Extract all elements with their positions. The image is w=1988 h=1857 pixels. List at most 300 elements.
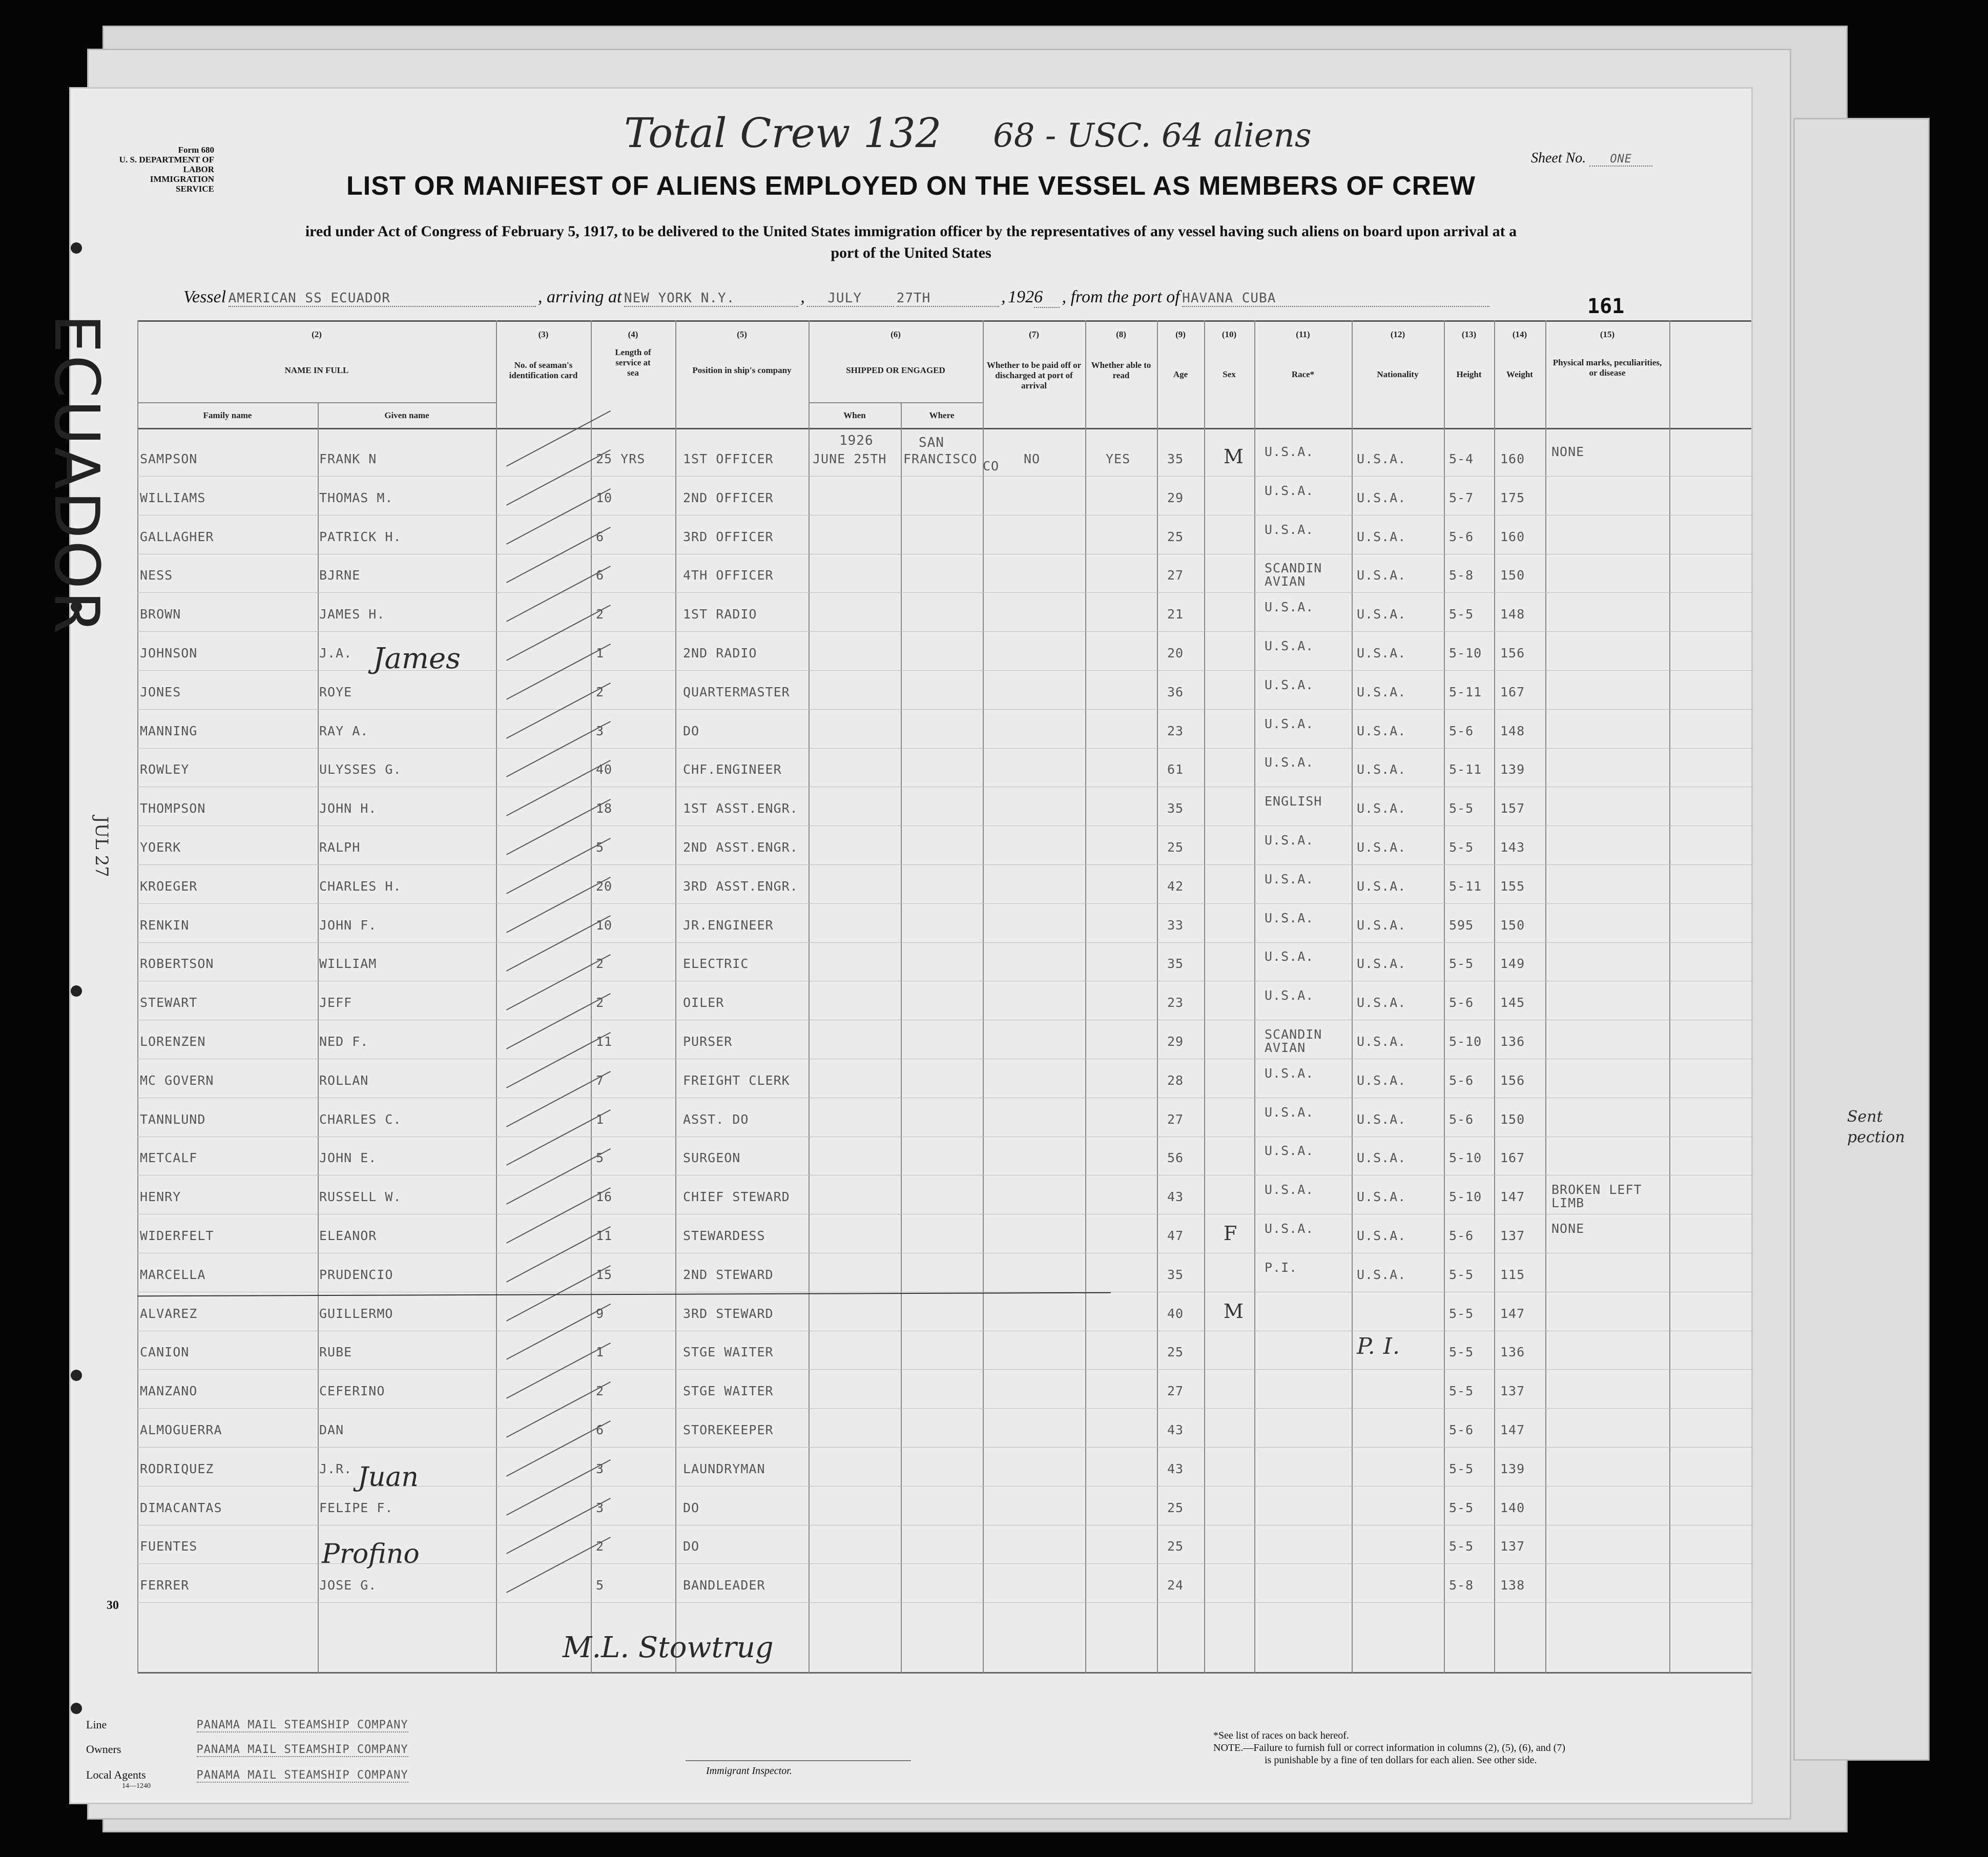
- cell-position: 1ST ASST.ENGR.: [683, 801, 798, 816]
- cell-nationality: U.S.A.: [1357, 607, 1406, 622]
- row-rule: [137, 476, 1751, 477]
- cell-family: LORENZEN: [140, 1034, 206, 1049]
- cell-age: 29: [1167, 490, 1184, 505]
- cell-nationality: U.S.A.: [1357, 956, 1406, 972]
- cell-family: JONES: [140, 684, 181, 699]
- cell-given: JOSE G.: [319, 1578, 377, 1593]
- cell-family: RODRIQUEZ: [140, 1461, 214, 1476]
- cell-weight: 148: [1500, 607, 1525, 622]
- cell-age: 25: [1167, 529, 1184, 544]
- cell-family: FERRER: [140, 1578, 190, 1593]
- stamp-date: JUL 27: [91, 816, 112, 877]
- background-page-3: [1793, 118, 1930, 1761]
- cell-age: 43: [1167, 1189, 1184, 1205]
- cell-position: 2ND STEWARD: [683, 1267, 774, 1282]
- cell-marks: NONE: [1551, 1221, 1585, 1236]
- cell-family: HENRY: [140, 1189, 181, 1205]
- shipped-where-top: SAN: [919, 435, 944, 450]
- cell-nationality: U.S.A.: [1357, 451, 1406, 466]
- cell-height: 5-5: [1449, 801, 1474, 816]
- header-col15-num: (15): [1600, 329, 1615, 339]
- cell-where: FRANCISCO: [903, 451, 978, 466]
- cell-family: BROWN: [140, 607, 181, 622]
- side-note: Sent pection: [1847, 1108, 1905, 1146]
- cell-age: 33: [1167, 917, 1184, 933]
- cell-height: 5-5: [1449, 1461, 1474, 1476]
- cell-race: U.S.A.: [1265, 638, 1314, 653]
- cell-given: BJRNE: [319, 568, 361, 583]
- header-shipped: SHIPPED OR ENGAGED: [846, 365, 945, 375]
- cell-position: JR.ENGINEER: [683, 917, 774, 933]
- cell-age: 28: [1167, 1072, 1184, 1088]
- cell-height: 5-6: [1449, 1072, 1474, 1088]
- cell-given: DAN: [319, 1422, 344, 1437]
- cell-nationality: U.S.A.: [1357, 995, 1406, 1010]
- header-col2-num: (2): [312, 329, 322, 339]
- cell-given: JOHN E.: [319, 1150, 377, 1166]
- cell-marks: NONE: [1551, 444, 1585, 459]
- header-nationality: Nationality: [1377, 369, 1419, 379]
- header-col8-num: (8): [1116, 329, 1126, 339]
- arrival-day: 27TH: [897, 291, 999, 307]
- cell-given: ELEANOR: [319, 1228, 377, 1243]
- cell-position: STEWARDESS: [683, 1228, 765, 1243]
- table-row: [71, 1295, 1751, 1334]
- cell-height: 5-6: [1449, 1422, 1474, 1437]
- cell-height: 5-6: [1449, 995, 1474, 1010]
- cell-length: 18: [596, 801, 613, 816]
- cell-family: ALMOGUERRA: [140, 1422, 222, 1437]
- cell-length: 16: [596, 1189, 613, 1205]
- table-row: [71, 518, 1751, 557]
- footer-owners: Owners PANAMA MAIL STEAMSHIP COMPANY: [86, 1743, 408, 1756]
- cell-age: 61: [1167, 762, 1184, 777]
- cell-given: RUSSELL W.: [319, 1189, 402, 1205]
- cell-family: DIMACANTAS: [140, 1500, 222, 1515]
- cell-height: 5-10: [1449, 646, 1482, 661]
- cell-position: CHIEF STEWARD: [683, 1189, 790, 1205]
- cell-height: 5-5: [1449, 840, 1474, 855]
- cell-age: 40: [1167, 1306, 1184, 1321]
- paid-co-fragment: CO: [983, 459, 1000, 473]
- cell-age: 24: [1167, 1578, 1184, 1593]
- cell-family: METCALF: [140, 1150, 198, 1166]
- cell-given: ULYSSES G.: [319, 762, 402, 777]
- cell-family: FUENTES: [140, 1539, 198, 1554]
- cell-position: CHF.ENGINEER: [683, 762, 782, 777]
- table-row: [71, 1023, 1751, 1062]
- cell-height: 5-6: [1449, 529, 1474, 544]
- cell-age: 47: [1167, 1228, 1184, 1243]
- cell-family: MC GOVERN: [140, 1072, 214, 1088]
- cell-given: CHARLES C.: [319, 1111, 402, 1127]
- row-rule: [137, 709, 1751, 710]
- handwritten-juan: Juan: [358, 1462, 419, 1493]
- cell-sex: F: [1224, 1222, 1238, 1245]
- row-rule: [137, 631, 1751, 632]
- cell-position: 1ST OFFICER: [683, 451, 774, 466]
- cell-weight: 147: [1500, 1189, 1525, 1205]
- cell-position: FREIGHT CLERK: [683, 1072, 790, 1088]
- cell-weight: 147: [1500, 1306, 1525, 1321]
- manifest-sheet: [40, 87, 1753, 1804]
- cell-given: FRANK N: [319, 451, 377, 466]
- cell-family: THOMPSON: [140, 801, 206, 816]
- header-length-service: Length of service at sea: [615, 347, 651, 378]
- cell-position: 2ND ASST.ENGR.: [683, 840, 798, 855]
- cell-height: 5-10: [1449, 1034, 1482, 1049]
- cell-age: 35: [1167, 801, 1184, 816]
- cell-age: 25: [1167, 840, 1184, 855]
- cell-length: 2: [596, 607, 605, 622]
- cell-weight: 155: [1500, 878, 1525, 894]
- cell-given: RAY A.: [319, 723, 369, 738]
- cell-position: ELECTRIC: [683, 956, 749, 972]
- cell-family: ALVAREZ: [140, 1306, 198, 1321]
- cell-weight: 136: [1500, 1034, 1525, 1049]
- cell-weight: 175: [1500, 490, 1525, 505]
- table-row: [71, 479, 1751, 518]
- table-row: [71, 868, 1751, 906]
- cell-weight: 136: [1500, 1345, 1525, 1360]
- cell-age: 25: [1167, 1539, 1184, 1554]
- cell-family: CANION: [140, 1345, 190, 1360]
- cell-age: 29: [1167, 1034, 1184, 1049]
- cell-weight: 148: [1500, 723, 1525, 738]
- cell-age: 25: [1167, 1345, 1184, 1360]
- cell-weight: 139: [1500, 1461, 1525, 1476]
- cell-race: U.S.A.: [1265, 1182, 1314, 1198]
- form-id: Form 680 U. S. DEPARTMENT OF LABOR IMMIGRATION SERVICE: [119, 145, 214, 194]
- cell-weight: 137: [1500, 1384, 1525, 1399]
- row-rule: [137, 1369, 1751, 1370]
- cell-length: 2: [596, 1539, 605, 1554]
- cell-length: 40: [596, 762, 613, 777]
- header-col4-num: (4): [628, 329, 638, 339]
- row-rule: [137, 1408, 1751, 1409]
- cell-nationality: U.S.A.: [1357, 490, 1406, 505]
- row-rule: [137, 592, 1751, 593]
- cell-race: U.S.A.: [1265, 949, 1314, 964]
- cell-position: 2ND OFFICER: [683, 490, 774, 505]
- cell-height: 5-5: [1449, 1384, 1474, 1399]
- cell-position: BANDLEADER: [683, 1578, 765, 1593]
- table-row: [71, 945, 1751, 984]
- inspector-line: [686, 1760, 911, 1761]
- footer-line: Line PANAMA MAIL STEAMSHIP COMPANY: [86, 1718, 408, 1731]
- cell-position: 2ND RADIO: [683, 646, 757, 661]
- header-col7-num: (7): [1029, 329, 1039, 339]
- cell-race: U.S.A.: [1265, 910, 1314, 925]
- cell-given: RALPH: [319, 840, 361, 855]
- header-col12-num: (12): [1390, 329, 1405, 339]
- cell-age: 36: [1167, 684, 1184, 699]
- cell-nationality: U.S.A.: [1357, 1267, 1406, 1282]
- cell-family: ROBERTSON: [140, 956, 214, 972]
- cell-age: 35: [1167, 1267, 1184, 1282]
- header-col13-num: (13): [1461, 329, 1477, 339]
- cell-family: MANNING: [140, 723, 198, 738]
- cell-race: U.S.A.: [1265, 522, 1314, 537]
- cell-given: J.A.: [319, 646, 353, 661]
- cell-position: STGE WAITER: [683, 1345, 774, 1360]
- cell-nationality: U.S.A.: [1357, 917, 1406, 933]
- cell-position: 1ST RADIO: [683, 607, 757, 622]
- table-row: [71, 1333, 1751, 1372]
- header-col14-num: (14): [1512, 329, 1527, 339]
- cell-position: DO: [683, 723, 700, 738]
- cell-family: WIDERFELT: [140, 1228, 214, 1243]
- cell-position: STOREKEEPER: [683, 1422, 774, 1437]
- cell-given: WILLIAM: [319, 956, 377, 972]
- cell-position: DO: [683, 1539, 700, 1554]
- cell-height: 5-5: [1449, 1306, 1474, 1321]
- table-row: [71, 790, 1751, 829]
- cell-age: 25: [1167, 1500, 1184, 1515]
- cell-height: 5-11: [1449, 762, 1482, 777]
- manifest-number: 161: [1587, 295, 1625, 318]
- cell-given: ROLLAN: [319, 1072, 369, 1088]
- cell-given: CEFERINO: [319, 1384, 385, 1399]
- cell-family: MARCELLA: [140, 1267, 206, 1282]
- row-rule: [137, 903, 1751, 904]
- cell-age: 23: [1167, 995, 1184, 1010]
- cell-position: DO: [683, 1500, 700, 1515]
- header-when: When: [843, 410, 866, 420]
- row-rule: [137, 1447, 1751, 1448]
- table-row: [71, 1062, 1751, 1101]
- cell-height: 595: [1449, 917, 1474, 933]
- cell-age: 23: [1167, 723, 1184, 738]
- cell-nationality: U.S.A.: [1357, 1111, 1406, 1127]
- cell-position: SURGEON: [683, 1150, 741, 1166]
- table-row: [71, 673, 1751, 712]
- cell-nationality: U.S.A.: [1357, 801, 1406, 816]
- cell-length: 7: [596, 1072, 605, 1088]
- cell-position: 3RD OFFICER: [683, 529, 774, 544]
- cell-age: 21: [1167, 607, 1184, 622]
- cell-family: WILLIAMS: [140, 490, 206, 505]
- table-row: [71, 1411, 1751, 1450]
- header-race: Race*: [1291, 369, 1315, 379]
- cell-race: SCANDIN AVIAN: [1265, 561, 1322, 589]
- table-row: [71, 634, 1751, 673]
- row-rule: [137, 748, 1751, 749]
- table-row: [71, 1372, 1751, 1411]
- row-count: 30: [107, 1599, 119, 1612]
- cell-family: MANZANO: [140, 1384, 198, 1399]
- cell-height: 5-11: [1449, 878, 1482, 894]
- cell-nationality: U.S.A.: [1357, 1189, 1406, 1205]
- cell-age: 20: [1167, 646, 1184, 661]
- cell-given: J.R.: [319, 1461, 353, 1476]
- handwritten-james: James: [373, 642, 461, 675]
- cell-race: U.S.A.: [1265, 1143, 1314, 1159]
- cell-race: U.S.A.: [1265, 871, 1314, 886]
- table-row: [71, 751, 1751, 790]
- cell-weight: 149: [1500, 956, 1525, 972]
- header-sex: Sex: [1223, 369, 1236, 379]
- table-row: [71, 556, 1751, 595]
- cell-nationality: P. I.: [1357, 1333, 1401, 1360]
- cell-length: 1: [596, 646, 605, 661]
- cell-given: GUILLERMO: [319, 1306, 394, 1321]
- cell-given: PRUDENCIO: [319, 1267, 394, 1282]
- header-col5-num: (5): [737, 329, 747, 339]
- footer-agents: Local Agents PANAMA MAIL STEAMSHIP COMPANY: [86, 1768, 408, 1782]
- cell-weight: 139: [1500, 762, 1525, 777]
- header-col10-num: (10): [1221, 329, 1237, 339]
- cell-family: GALLAGHER: [140, 529, 214, 544]
- cell-family: TANNLUND: [140, 1111, 206, 1127]
- header-name-in-full: NAME IN FULL: [284, 365, 349, 375]
- cell-length: 3: [596, 1500, 605, 1515]
- cell-nationality: U.S.A.: [1357, 568, 1406, 583]
- cell-race: ENGLISH: [1265, 794, 1322, 809]
- cell-weight: 160: [1500, 451, 1525, 466]
- cell-length: 10: [596, 917, 613, 933]
- table-row: [71, 440, 1751, 479]
- cell-weight: 150: [1500, 917, 1525, 933]
- cell-weight: 137: [1500, 1539, 1525, 1554]
- header-height: Height: [1456, 369, 1482, 379]
- header-col9-num: (9): [1175, 329, 1186, 339]
- arrival-month: JULY: [807, 291, 894, 307]
- table-row: [71, 712, 1751, 751]
- cell-given: THOMAS M.: [319, 490, 394, 505]
- handwritten-profino: Profino: [322, 1539, 420, 1570]
- cell-position: STGE WAITER: [683, 1384, 774, 1399]
- cell-height: 5-5: [1449, 607, 1474, 622]
- header-given-name: Given name: [384, 410, 429, 420]
- cell-height: 5-5: [1449, 1267, 1474, 1282]
- cell-nationality: U.S.A.: [1357, 1150, 1406, 1166]
- cell-weight: 137: [1500, 1228, 1525, 1243]
- cell-position: 3RD STEWARD: [683, 1306, 774, 1321]
- cell-weight: 167: [1500, 684, 1525, 699]
- cell-weight: 143: [1500, 840, 1525, 855]
- header-age: Age: [1173, 369, 1188, 379]
- cell-race: U.S.A.: [1265, 1104, 1314, 1120]
- inspector-signature: M.L. Stowtrug: [563, 1631, 774, 1664]
- cell-family: YOERK: [140, 840, 181, 855]
- cell-height: 5-11: [1449, 684, 1482, 699]
- cell-age: 56: [1167, 1150, 1184, 1166]
- total-crew-note: Total Crew 132: [624, 109, 942, 157]
- cell-weight: 150: [1500, 568, 1525, 583]
- table-row: [71, 1217, 1751, 1256]
- cell-race: U.S.A.: [1265, 600, 1314, 615]
- cell-length: 5: [596, 840, 605, 855]
- cell-age: 27: [1167, 568, 1184, 583]
- cell-family: SAMPSON: [140, 451, 198, 466]
- cell-weight: 140: [1500, 1500, 1525, 1515]
- table-row: [71, 1450, 1751, 1489]
- cell-length: 2: [596, 995, 605, 1010]
- cell-age: 35: [1167, 956, 1184, 972]
- cell-given: CHARLES H.: [319, 878, 402, 894]
- cell-position: LAUNDRYMAN: [683, 1461, 765, 1476]
- cell-given: FELIPE F.: [319, 1500, 394, 1515]
- cell-height: 5-6: [1449, 1111, 1474, 1127]
- cell-height: 5-10: [1449, 1150, 1482, 1166]
- cell-family: STEWART: [140, 995, 198, 1010]
- header-able-read: Whether able to read: [1091, 360, 1151, 380]
- header-id-card: No. of seaman's identification card: [509, 360, 578, 380]
- cell-family: JOHNSON: [140, 646, 198, 661]
- cell-race: SCANDIN AVIAN: [1265, 1027, 1322, 1055]
- cell-height: 5-5: [1449, 1500, 1474, 1515]
- cell-height: 5-7: [1449, 490, 1474, 505]
- cell-length: 3: [596, 1461, 605, 1476]
- cell-height: 5-5: [1449, 1345, 1474, 1360]
- header-position: Position in ship's company: [692, 365, 792, 375]
- cell-length: 1: [596, 1345, 605, 1360]
- vessel-name: AMERICAN SS ECUADOR: [229, 291, 536, 307]
- cell-nationality: U.S.A.: [1357, 723, 1406, 738]
- cell-nationality: U.S.A.: [1357, 840, 1406, 855]
- header-col6-num: (6): [891, 329, 901, 339]
- row-rule: [137, 864, 1751, 865]
- cell-given: RUBE: [319, 1345, 353, 1360]
- cell-height: 5-8: [1449, 568, 1474, 583]
- cell-given: ROYE: [319, 684, 353, 699]
- cell-age: 35: [1167, 451, 1184, 466]
- cell-nationality: U.S.A.: [1357, 1034, 1406, 1049]
- header-weight: Weight: [1506, 369, 1533, 379]
- cell-length: 11: [596, 1228, 613, 1243]
- shipped-year: 1926: [839, 433, 874, 448]
- table-row: [71, 1256, 1751, 1295]
- table-row: [71, 1178, 1751, 1217]
- cell-height: 5-5: [1449, 956, 1474, 972]
- cell-age: 42: [1167, 878, 1184, 894]
- cell-length: 25 YRS: [596, 451, 646, 466]
- cell-age: 43: [1167, 1461, 1184, 1476]
- cell-weight: 157: [1500, 801, 1525, 816]
- table-row: [71, 906, 1751, 945]
- vertical-stamp: ECUADOR: [40, 314, 112, 636]
- header-col3-num: (3): [538, 329, 549, 339]
- cell-nationality: U.S.A.: [1357, 1072, 1406, 1088]
- cell-position: OILER: [683, 995, 724, 1010]
- cell-height: 5-6: [1449, 1228, 1474, 1243]
- form-title: LIST OR MANIFEST OF ALIENS EMPLOYED ON THE VESSEL AS MEMBERS OF CREW: [346, 171, 1476, 201]
- cell-sex: M: [1224, 1299, 1244, 1323]
- from-port: HAVANA CUBA: [1182, 291, 1489, 307]
- cell-given: NED F.: [319, 1034, 369, 1049]
- cell-position: QUARTERMASTER: [683, 684, 790, 699]
- arrival-year: 192: [1008, 287, 1034, 306]
- cell-race: U.S.A.: [1265, 1221, 1314, 1236]
- cell-height: 5-6: [1449, 723, 1474, 738]
- form-subtitle: ired under Act of Congress of February 5, 1917, to be delivered to the United States immigration officer by the representatives of any vessel having such aliens on board upon arrival at a port of the United States: [305, 223, 1517, 261]
- cell-marks: BROKEN LEFT LIMB: [1551, 1182, 1642, 1211]
- cell-race: U.S.A.: [1265, 833, 1314, 848]
- cell-race: U.S.A.: [1265, 444, 1314, 459]
- header-paid-off: Whether to be paid off or discharged at port of arrival: [986, 360, 1082, 390]
- table-row: [71, 1566, 1751, 1605]
- cell-length: 9: [596, 1306, 605, 1321]
- cell-length: 6: [596, 568, 605, 583]
- vessel-line: Vessel AMERICAN SS ECUADOR , arriving at NEW YORK N.Y. , JULY 27TH , 1926 , from the port of HAVANA CUBA: [183, 287, 1721, 313]
- cell-length: 6: [596, 1422, 605, 1437]
- cell-weight: 138: [1500, 1578, 1525, 1593]
- table-row: [71, 984, 1751, 1023]
- cell-weight: 156: [1500, 646, 1525, 661]
- cell-nationality: U.S.A.: [1357, 646, 1406, 661]
- cell-height: 5-5: [1449, 1539, 1474, 1554]
